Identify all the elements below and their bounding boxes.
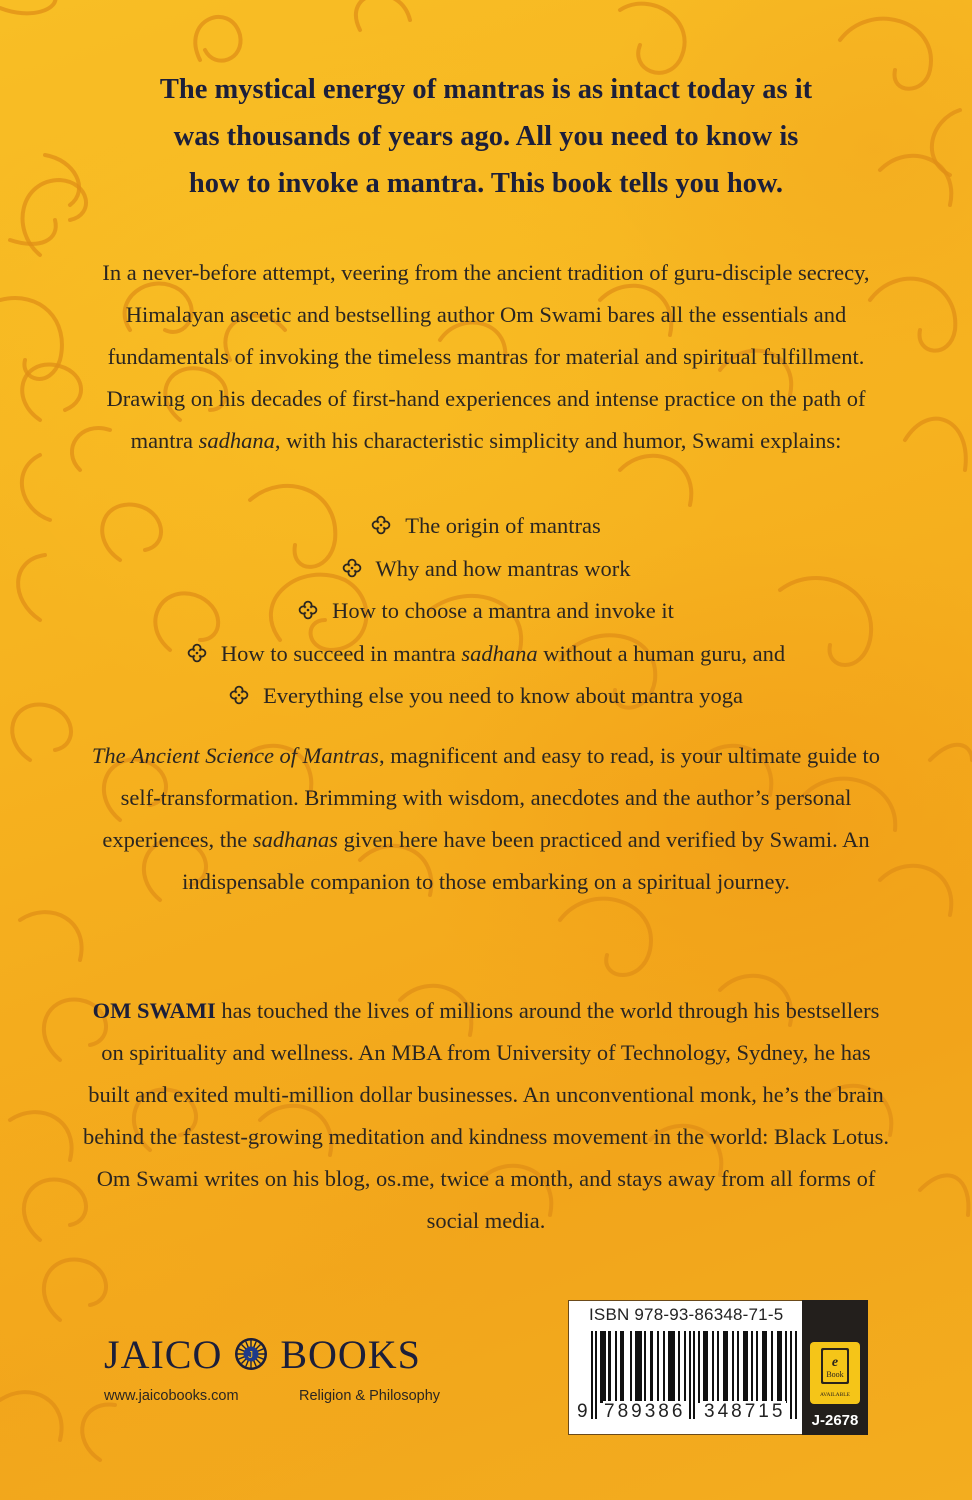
summary-paragraph	[80, 735, 892, 903]
svg-text:J: J	[248, 1350, 255, 1361]
publisher-subline	[104, 1388, 484, 1404]
author-name: OM SWAMI	[92, 998, 216, 1023]
catalog-code: J-2678	[811, 1412, 859, 1429]
quatrefoil-icon	[371, 515, 391, 535]
headline-line: how to invoke a mantra. This book tells you how.	[188, 168, 784, 199]
book-title-italic: The Ancient Science of Mantras	[91, 743, 379, 768]
quatrefoil-icon	[342, 558, 362, 578]
chakra-emblem-icon	[234, 1337, 268, 1371]
bullet-text: How to succeed in mantra	[220, 640, 462, 666]
list-item	[0, 548, 972, 591]
publisher-block	[104, 1330, 484, 1404]
feature-bullet-list	[0, 505, 972, 718]
bullet-text: The origin of mantras	[405, 513, 601, 538]
publisher-website-link[interactable]: www.jaicobooks.com	[104, 1388, 239, 1404]
publisher-name-left: JAICO	[104, 1331, 223, 1377]
bullet-text-end: without a human guru, and	[537, 640, 786, 666]
intro-text: In a never-before attempt, veering from the ancient tradition of guru-disciple secrecy, Himalayan ascetic and bestselling author Om Swami bares all the essentials and fundamentals of invoking the timeless mantras for material and spiritual fulfillment. Drawing on his decades of first-hand experiences and intense practice on the path of mantra	[102, 260, 870, 453]
bullet-text: Why and how mantras work	[375, 555, 631, 581]
quatrefoil-icon	[187, 643, 207, 663]
headline-line: The mystical energy of mantras is as intact today as it	[159, 74, 813, 105]
intro-text-end: , with his characteristic simplicity and humor, Swami explains:	[274, 428, 842, 453]
intro-paragraph	[80, 252, 892, 462]
summary-text-end: given here have been practiced and verified by Swami. An indispensable companion to those embarking on a spiritual journey.	[182, 827, 870, 894]
catalog-code-panel	[802, 1300, 868, 1435]
quatrefoil-icon	[229, 685, 249, 705]
barcode-first-digit: 9	[577, 1401, 591, 1422]
ebook-available-badge	[810, 1342, 860, 1404]
list-item	[0, 505, 972, 548]
headline-line: was thousands of years ago. All you need to know is	[173, 121, 799, 152]
summary-italic-term: sadhanas	[252, 827, 338, 852]
isbn-label: ISBN 978-93-86348-71-5	[589, 1305, 784, 1324]
author-bio-paragraph	[80, 990, 892, 1242]
barcode-left-digits: 789386	[604, 1401, 686, 1422]
barcode-right-digits: 348715	[704, 1401, 786, 1422]
list-item	[0, 675, 972, 718]
list-item	[0, 633, 972, 676]
intro-italic-term: sadhana	[198, 428, 275, 453]
bullet-text: Everything else you need to know about mantra yoga	[263, 683, 743, 708]
author-bio-text: has touched the lives of millions around the world through his bestsellers on spirituality and wellness. An MBA from University of Technology, Sydney, he has built and exited multi-million dollar businesses. An unconventional monk, he’s the brain behind the fastest-growing meditation and kindness movement in the world: Black Lotus. Om Swami writes on his blog, os.me, twice a month, and stays away from all forms of social media.	[82, 998, 890, 1233]
svg-text:e: e	[831, 1355, 839, 1370]
list-item	[0, 590, 972, 633]
svg-text:Book: Book	[826, 1370, 844, 1379]
publisher-name-right: BOOKS	[280, 1331, 421, 1377]
headline	[60, 66, 912, 207]
svg-text:AVAILABLE: AVAILABLE	[819, 1392, 851, 1398]
bullet-italic-term: sadhana	[461, 640, 538, 666]
quatrefoil-icon	[298, 600, 318, 620]
summary-text: , magnificent and easy to read, is your ultimate guide to self-transformation. Brimming with wisdom, anecdotes and the author’s personal experiences, the	[102, 743, 881, 852]
publisher-logo	[104, 1330, 484, 1378]
bullet-text: How to choose a mantra and invoke it	[332, 598, 674, 623]
book-category: Religion & Philosophy	[299, 1388, 441, 1404]
